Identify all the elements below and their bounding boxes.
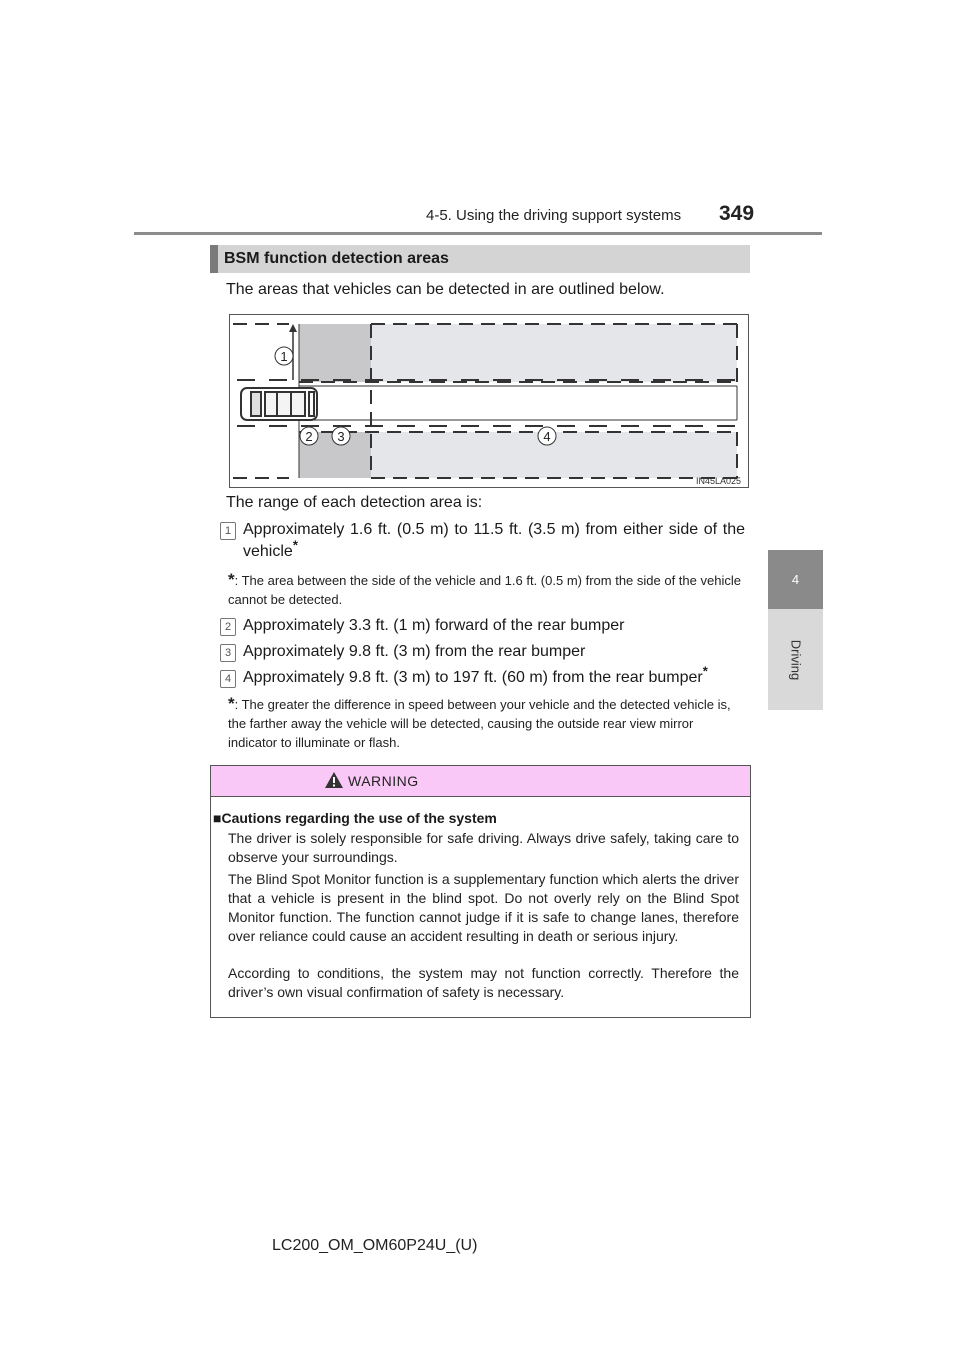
intro-text: The areas that vehicles can be detected in are outlined below. [226, 281, 665, 298]
callout-1: 1 [280, 349, 288, 364]
footer-code: LC200_OM_OM60P24U_(U) [272, 1237, 478, 1254]
warning-paragraph: According to conditions, the system may not function correctly. Therefore the driver’s own visual confirmation of safety is necessary. [228, 965, 739, 1000]
side-tab-label: Driving [788, 639, 803, 680]
callout-4: 4 [543, 429, 551, 444]
footnote: *: The greater the difference in speed between your vehicle and the detected vehicle is, the farther away the vehicle will be detected, causing the outside rear view mirror indicator to illuminate or flash. [228, 694, 731, 750]
far-zone-upper [371, 324, 737, 382]
list-item: Approximately 3.3 ft. (1 m) forward of the rear bumper [243, 617, 625, 634]
section-title: BSM function detection areas [224, 250, 449, 267]
section-bar-accent [210, 245, 218, 273]
warning-paragraph: The driver is solely responsible for safe driving. Always drive safely, taking care to observe your surroundings. [228, 830, 739, 865]
warning-triangle-icon [324, 771, 344, 789]
callout-2: 2 [305, 429, 313, 444]
range-intro: The range of each detection area is: [226, 494, 483, 511]
warning-subhead: ■Cautions regarding the use of the system [213, 810, 497, 826]
list-item: Approximately 9.8 ft. (3 m) from the rear bumper [243, 643, 586, 660]
list-item: Approximately 9.8 ft. (3 m) to 197 ft. (60 m) from the rear bumper* [243, 663, 708, 686]
diagram-code: IN45LA025 [695, 476, 741, 486]
near-zone-upper [299, 324, 371, 382]
warning-header [211, 766, 750, 797]
item-number-box: 1 [220, 522, 236, 540]
warning-title: WARNING [348, 773, 419, 789]
detection-area-diagram [229, 314, 749, 488]
item-number-box: 2 [220, 618, 236, 636]
footnote: *: The area between the side of the vehicle and 1.6 ft. (0.5 m) from the side of the vehicle cannot be detected. [228, 570, 741, 607]
warning-paragraph: The Blind Spot Monitor function is a supplementary function which alerts the driver that a vehicle is present in the blind spot. Do not overly rely on the Blind Spot Monitor function. The function cannot judge if it is safe to change lanes, therefore over reliance could cause an accident resulting in death or serious injury. [228, 871, 739, 944]
vehicle-icon [241, 388, 317, 420]
page-number: 349 [719, 202, 755, 225]
callout-3: 3 [337, 429, 345, 444]
side-tab-number: 4 [791, 572, 800, 587]
item-number-box: 3 [220, 644, 236, 662]
header-section-title: 4-5. Using the driving support systems [426, 207, 682, 224]
item-number-box: 4 [220, 670, 236, 688]
list-item: Approximately 1.6 ft. (0.5 m) to 11.5 ft. (3.5 m) from either side of the vehicle* [243, 521, 745, 560]
header-rule [134, 232, 822, 235]
